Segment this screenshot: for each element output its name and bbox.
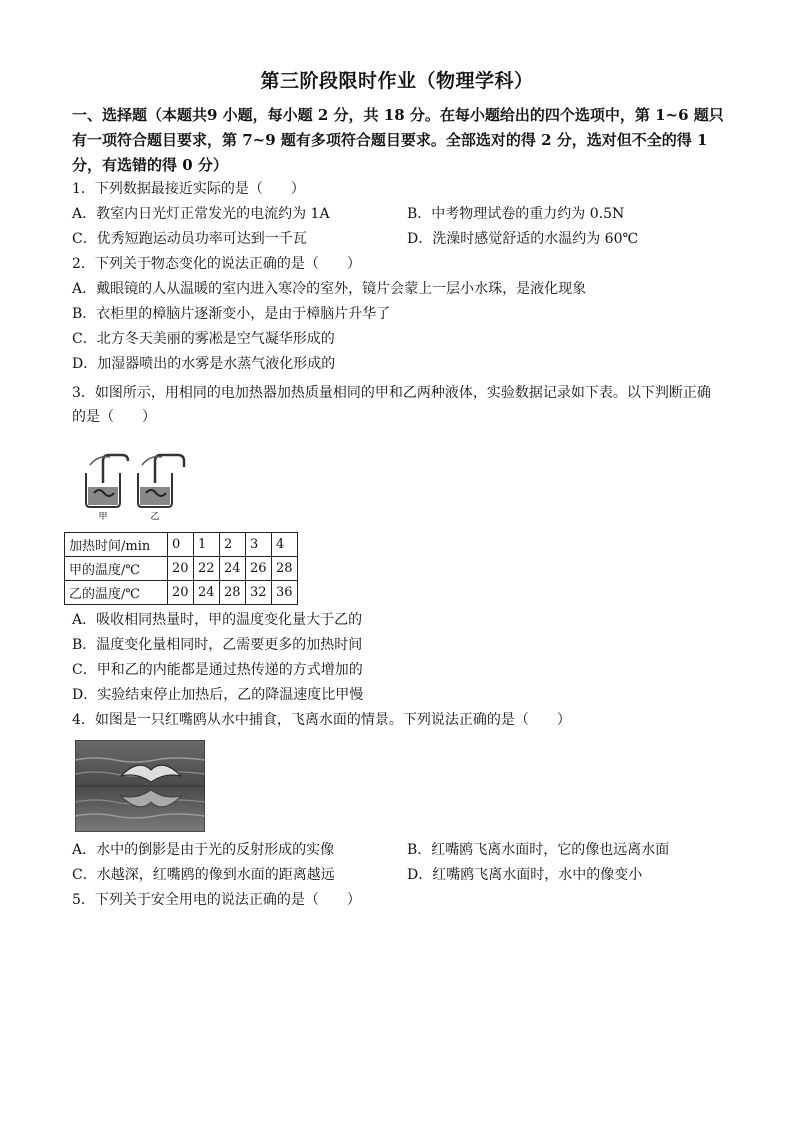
figure-label-yi: 乙 xyxy=(150,512,160,521)
q4-stem: 4．如图是一只红嘴鸥从水中捕食，飞离水面的情景。下列说法正确的是（ ） xyxy=(72,712,571,728)
table-cell: 26 xyxy=(246,557,272,581)
heating-apparatus-figure xyxy=(78,443,193,521)
table-cell: 32 xyxy=(246,581,272,605)
q3-option-b: B．温度变化量相同时，乙需要更多的加热时间 xyxy=(72,637,363,653)
temperature-data-table xyxy=(64,532,298,605)
table-cell: 20 xyxy=(168,557,194,581)
q4-option-c: C．水越深，红嘴鸥的像到水面的距离越远 xyxy=(72,867,335,883)
table-cell: 3 xyxy=(246,533,272,557)
q1-stem: 1．下列数据最接近实际的是（ ） xyxy=(72,181,305,197)
table-row xyxy=(65,581,298,605)
q2-stem: 2．下列关于物态变化的说法正确的是（ ） xyxy=(72,256,361,272)
q4-option-d: D．红嘴鸥飞离水面时，水中的像变小 xyxy=(407,867,643,883)
q5-stem: 5．下列关于安全用电的说法正确的是（ ） xyxy=(72,892,361,908)
table-row-label: 乙的温度/℃ xyxy=(65,581,168,605)
table-header-row xyxy=(65,533,298,557)
q3-option-a: A．吸收相同热量时，甲的温度变化量大于乙的 xyxy=(72,612,363,628)
figure-label-jia: 甲 xyxy=(98,512,108,521)
q3-option-c: C．甲和乙的内能都是通过热传递的方式增加的 xyxy=(72,662,363,678)
q2-option-a: A．戴眼镜的人从温暖的室内进入寒冷的室外，镜片会蒙上一层小水珠，是液化现象 xyxy=(72,281,587,297)
table-cell: 20 xyxy=(168,581,194,605)
table-cell: 22 xyxy=(194,557,220,581)
q2-option-d: D．加湿器喷出的水雾是水蒸气液化形成的 xyxy=(72,356,336,372)
gull-photo-figure xyxy=(75,740,205,832)
q1-option-d: D．洗澡时感觉舒适的水温约为 60℃ xyxy=(407,231,639,247)
table-header-label: 加热时间/min xyxy=(65,533,168,557)
table-row-label: 甲的温度/℃ xyxy=(65,557,168,581)
q1-option-c: C．优秀短跑运动员功率可达到一千瓦 xyxy=(72,231,307,247)
section-header: 一、选择题（本题共9 小题，每小题 2 分，共 18 分。在每小题给出的四个选项中，第 1~6 题只有一项符合题目要求，第 7~9 题有多项符合题目要求。全部选对的得 2 分，选对但不全的得 1 分，有选错的得 0 分） xyxy=(72,106,724,174)
q4-option-b: B．红嘴鸥飞离水面时，它的像也远离水面 xyxy=(407,842,670,858)
page-title: 第三阶段限时作业（物理学科） xyxy=(260,70,534,92)
q3-stem: 3．如图所示，用相同的电加热器加热质量相同的甲和乙两种液体，实验数据记录如下表。以下判断正确的是（ ） xyxy=(72,385,711,425)
table-cell: 24 xyxy=(220,557,246,581)
q3-option-d: D．实验结束停止加热后，乙的降温速度比甲慢 xyxy=(72,687,364,703)
table-cell: 4 xyxy=(272,533,298,557)
table-row xyxy=(65,557,298,581)
table-cell: 2 xyxy=(220,533,246,557)
q4-option-a: A．水中的倒影是由于光的反射形成的实像 xyxy=(72,842,335,858)
table-cell: 28 xyxy=(220,581,246,605)
table-cell: 24 xyxy=(194,581,220,605)
table-cell: 1 xyxy=(194,533,220,557)
table-cell: 0 xyxy=(168,533,194,557)
q2-option-c: C．北方冬天美丽的雾凇是空气凝华形成的 xyxy=(72,331,335,347)
table-cell: 28 xyxy=(272,557,298,581)
q1-option-b: B．中考物理试卷的重力约为 0.5N xyxy=(407,206,625,222)
table-cell: 36 xyxy=(272,581,298,605)
q2-option-b: B．衣柜里的樟脑片逐渐变小，是由于樟脑片升华了 xyxy=(72,306,391,322)
q1-option-a: A．教室内日光灯正常发光的电流约为 1A xyxy=(72,206,330,222)
